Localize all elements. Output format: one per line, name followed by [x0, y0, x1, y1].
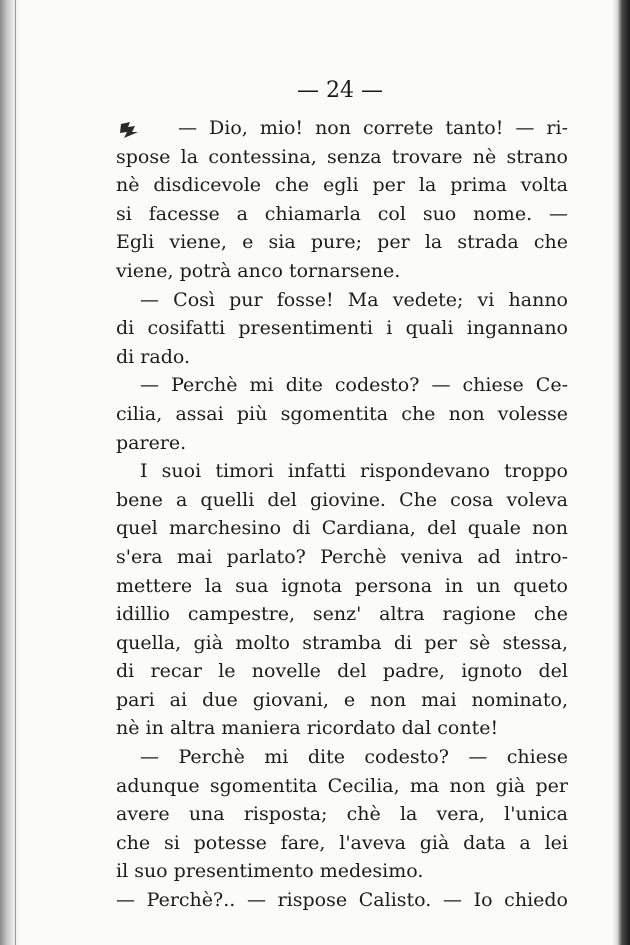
text-line: di cosifatti presentimenti i quali ingannano — [116, 317, 568, 340]
text-line: pari ai due giovani, e non mai nominato, — [116, 688, 568, 711]
text-line: I suoi timori infatti rispondevano troppo — [140, 460, 568, 483]
text-line: nè in altra maniera ricordato dal conte! — [116, 717, 499, 740]
text-line: di rado. — [116, 345, 190, 368]
binding-shadow — [0, 0, 20, 945]
text-line: adunque sgomentita Cecilia, ma non già per — [116, 774, 568, 797]
text-line: mettere la sua ignota persona in un queto — [116, 574, 568, 597]
text-line: parere. — [116, 431, 187, 454]
text-line: spose la contessina, senza trovare nè strano — [116, 145, 568, 168]
text-line: che si potesse fare, l'aveva già data a lei — [116, 831, 568, 854]
text-line: quella, già molto stramba di per sè stessa, — [116, 631, 568, 654]
text-line: — Perchè?.. — rispose Calisto. — Io chiedo — [116, 889, 568, 912]
text-line: — Così pur fosse! Ma vedete; vi hanno — [140, 288, 568, 311]
text-line: nè disdicevole che egli per la prima volta — [116, 174, 568, 197]
text-line: — Perchè mi dite codesto? — chiese Ce- — [140, 374, 568, 397]
text-line: — Perchè mi dite codesto? — chiese — [140, 746, 568, 769]
text-line: quel marchesino di Cardiana, del quale non — [116, 517, 568, 540]
text-line: si facesse a chiamarla col suo nome. — — [116, 202, 568, 225]
page-number: — 24 — — [297, 78, 383, 103]
body-text — [116, 114, 568, 915]
binding-line — [15, 0, 16, 945]
text-line: idillio campestre, senz' altra ragione che — [116, 603, 568, 626]
text-line: il suo presentimento medesimo. — [116, 860, 424, 883]
text-line: — Dio, mio! non correte tanto! — ri- — [178, 117, 568, 139]
text-line: cilia, assai più sgomentita che non volesse — [116, 402, 568, 425]
text-line: Egli viene, e sia pure; per la strada che — [116, 231, 568, 254]
text-line: viene, potrà anco tornarsene. — [116, 259, 401, 282]
text-line: bene a quelli del giovine. Che cosa voleva — [116, 488, 568, 511]
page-edge-shadow — [612, 0, 630, 945]
text-line: avere una risposta; chè la vera, l'unica — [116, 803, 568, 826]
text-line: di recar le novelle del padre, ignoto del — [116, 660, 568, 683]
text-line: s'era mai parlato? Perchè veniva ad intro- — [116, 545, 568, 568]
